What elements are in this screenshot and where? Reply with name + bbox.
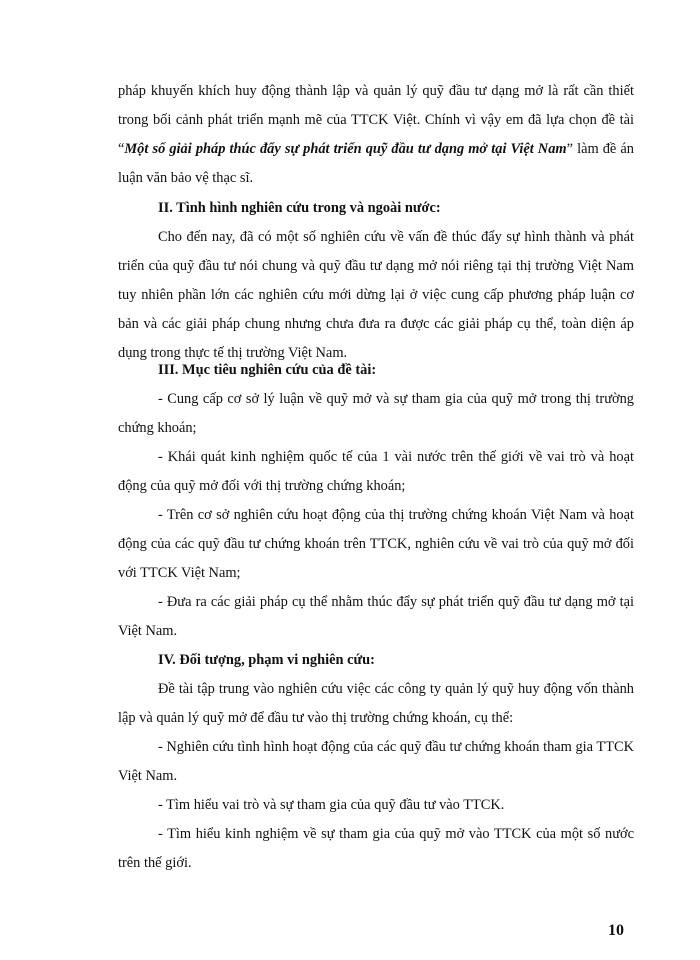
- thesis-title: Một số giải pháp thúc đẩy sự phát triển quỹ đầu tư dạng mở tại Việt Nam: [124, 141, 567, 157]
- scope-item: - Tìm hiểu kinh nghiệm về sự tham gia của quỹ mở vào TTCK của một số nước trên thế giới.: [118, 826, 634, 871]
- section-4-heading: IV. Đối tượng, phạm vi nghiên cứu:: [158, 652, 375, 668]
- objective-item: - Cung cấp cơ sở lý luận về quỹ mở và sự tham gia của quỹ mở trong thị trường chứng khoán;: [118, 391, 634, 436]
- intro-text-after: ” làm đề án luận văn bảo vệ thạc sĩ.: [118, 141, 634, 186]
- objective-item: - Đưa ra các giải pháp cụ thể nhằm thúc đẩy sự phát triển quỹ đầu tư dạng mở tại Việt Nam.: [118, 594, 634, 639]
- objective-item: - Khái quát kinh nghiệm quốc tế của 1 vài nước trên thế giới về vai trò và hoạt động của quỹ mở đối với thị trường chứng khoán;: [118, 449, 634, 494]
- section-2-paragraph: Cho đến nay, đã có một số nghiên cứu về vấn đề thúc đẩy sự hình thành và phát triển của quỹ đầu tư nói chung và quỹ đầu tư dạng mở nói riêng tại thị trường Việt Nam tuy nhiên phần lớn các nghiên cứu mới dừng lại ở việc cung cấp phương pháp luận cơ bản và các giải pháp chung nhưng chưa đưa ra được các giải pháp cụ thể, toàn diện áp dụng trong thực tế thị trường Việt Nam.: [118, 229, 634, 361]
- page-number: 10: [608, 922, 624, 939]
- section-2-heading: II. Tình hình nghiên cứu trong và ngoài nước:: [158, 200, 441, 216]
- section-4-paragraph: Đề tài tập trung vào nghiên cứu việc các công ty quản lý quỹ huy động vốn thành lập và quản lý quỹ mở để đầu tư vào thị trường chứng khoán, cụ thể:: [118, 681, 634, 726]
- section-3-heading: III. Mục tiêu nghiên cứu của đề tài:: [158, 362, 377, 378]
- scope-item: - Tìm hiểu vai trò và sự tham gia của quỹ đầu tư vào TTCK.: [158, 797, 505, 813]
- objective-item: - Trên cơ sở nghiên cứu hoạt động của thị trường chứng khoán Việt Nam và hoạt động của các quỹ đầu tư chứng khoán trên TTCK, nghiên cứu về vai trò của quỹ mở đối với TTCK Việt Nam;: [118, 507, 634, 581]
- intro-text-before: pháp khuyến khích huy động thành lập và quản lý quỹ đầu tư dạng mở là rất cần thiết trong bối cảnh phát triển mạnh mẽ của TTCK Việt. Chính vì vậy em đã lựa chọn đề tài “: [118, 83, 634, 157]
- intro-paragraph: [118, 77, 634, 193]
- scope-item: - Nghiên cứu tình hình hoạt động của các quỹ đầu tư chứng khoán tham gia TTCK Việt Nam.: [118, 739, 634, 784]
